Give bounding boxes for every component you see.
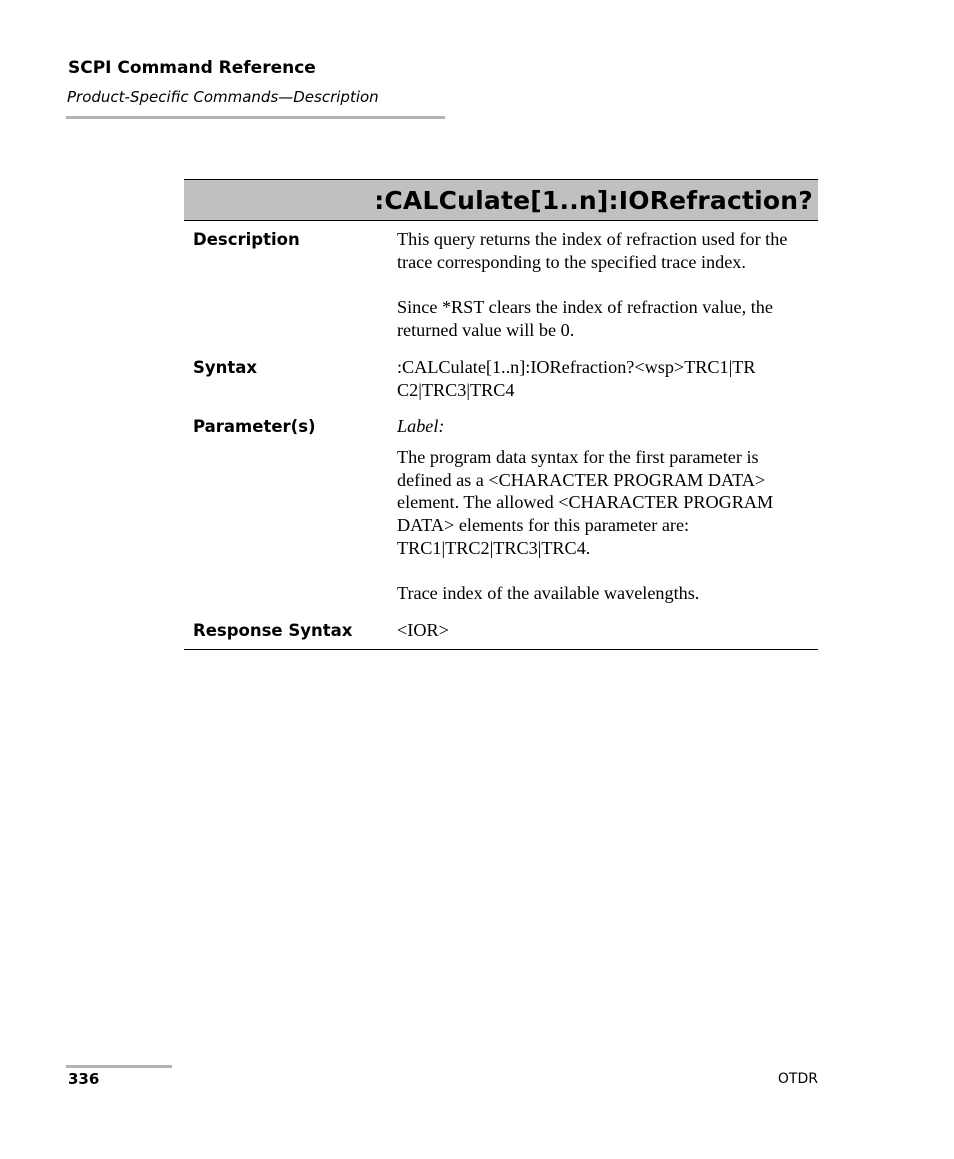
page-number: 336: [68, 1070, 100, 1088]
command-title-bar: [184, 179, 818, 221]
footer-divider: [66, 1065, 172, 1068]
command-title: :CALCulate[1..n]:IORefraction?: [374, 185, 813, 215]
section-title: SCPI Command Reference: [68, 58, 316, 78]
response-row: [184, 619, 818, 642]
response-value: <IOR>: [397, 620, 449, 641]
command-table: [184, 179, 818, 650]
header-divider: [66, 116, 445, 119]
description-content: [388, 228, 813, 342]
product-name: OTDR: [777, 1071, 818, 1087]
section-subtitle: Product-Specific Commands—Description: [67, 88, 379, 106]
syntax-line: :CALCulate[1..n]:IORefraction?<wsp>TRC1|TR: [397, 356, 756, 377]
parameters-label: Parameter(s): [193, 417, 316, 437]
syntax-line: C2|TRC3|TRC4: [397, 379, 515, 400]
description-label: Description: [193, 230, 300, 249]
response-content: [388, 619, 813, 642]
description-note: Since *RST clears the index of refraction value, the returned value will be 0.: [397, 297, 773, 341]
response-label: Response Syntax: [193, 621, 353, 641]
parameter-description: The program data syntax for the first parameter is defined as a <CHARACTER PROGRAM DATA> element. The allowed <CHARACTER PROGRAM DATA> elements for this parameter are: TRC1|TRC2|TRC3|TRC4.: [397, 446, 774, 558]
parameters-content: [388, 415, 813, 605]
description-paragraph: This query returns the index of refraction used for the trace corresponding to the specified trace index.: [397, 229, 788, 272]
description-row: [184, 228, 818, 342]
syntax-content: [388, 356, 813, 401]
syntax-row: [184, 356, 818, 401]
table-bottom-rule: [184, 649, 818, 650]
parameters-row: [184, 415, 818, 605]
parameter-note: Trace index of the available wavelengths.: [397, 583, 700, 604]
syntax-label: Syntax: [193, 357, 258, 377]
parameter-name: Label:: [397, 416, 445, 437]
